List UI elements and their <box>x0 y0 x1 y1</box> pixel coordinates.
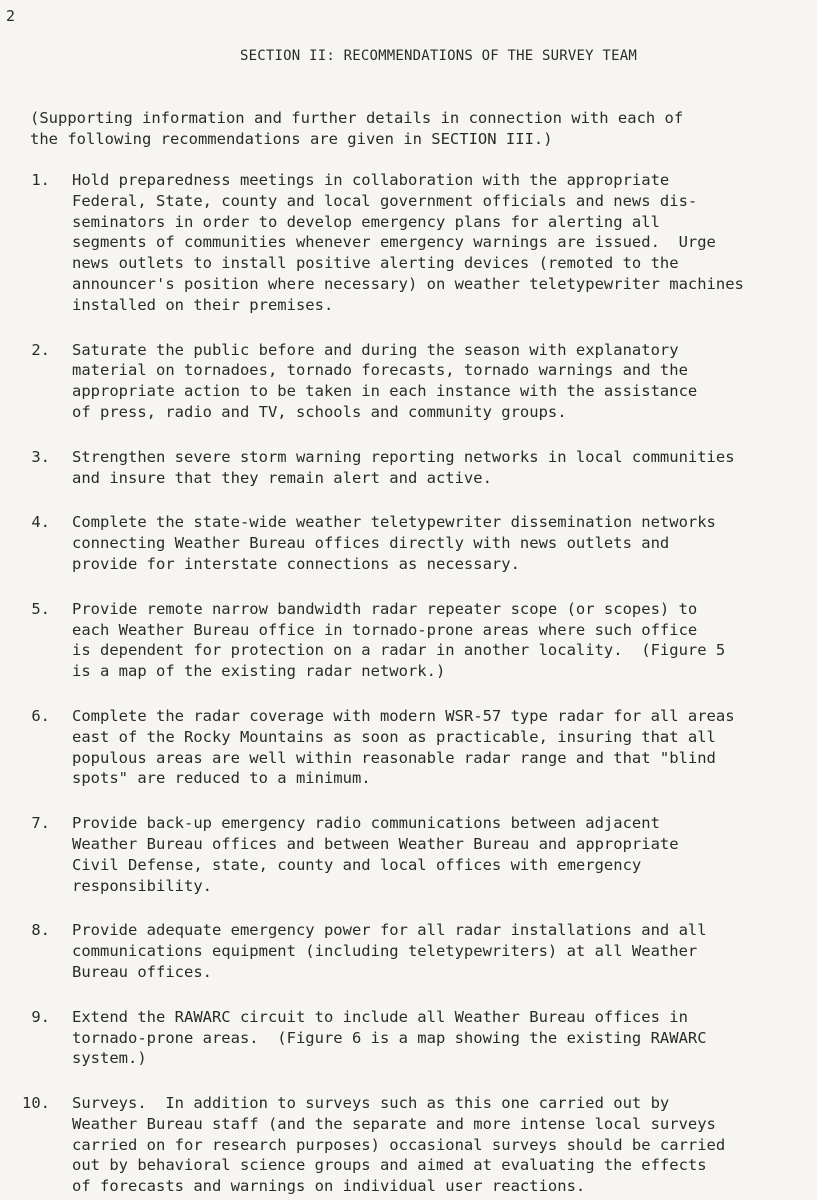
text-line: system.) <box>72 1049 147 1068</box>
text-line: provide for interstate connections as necessary. <box>72 554 520 573</box>
text-line: Weather Bureau staff (and the separate and more intense local surveys <box>72 1114 716 1133</box>
text-line: Provide back-up emergency radio communications between adjacent <box>72 814 660 833</box>
text-line: carried on for research purposes) occasional surveys should be carried <box>72 1135 726 1154</box>
page-number: 2 <box>6 7 16 25</box>
recommendation-item <box>0 447 817 489</box>
text-line: Complete the radar coverage with modern WSR-57 type radar for all areas <box>72 706 735 725</box>
text-line: and insure that they remain alert and active. <box>72 468 492 487</box>
text-line: material on tornadoes, tornado forecasts, tornado warnings and the <box>72 361 688 380</box>
recommendation-item <box>0 340 817 423</box>
text-line: east of the Rocky Mountains as soon as practicable, insuring that all <box>72 727 716 746</box>
recommendation-number: 9. <box>31 1007 50 1026</box>
intro-line: (Supporting information and further details in connection with each of <box>30 109 684 127</box>
recommendation-number: 2. <box>31 340 50 359</box>
text-line: Complete the state-wide weather teletypewriter dissemination networks <box>72 513 716 532</box>
recommendation-text <box>72 706 812 789</box>
recommendation-number: 5. <box>31 599 50 618</box>
text-line: spots" are reduced to a minimum. <box>72 769 371 788</box>
recommendation-number: 1. <box>31 171 50 189</box>
recommendation-text <box>72 813 812 896</box>
text-line: Extend the RAWARC circuit to include all Weather Bureau offices in <box>72 1007 688 1026</box>
text-line: announcer's position where necessary) on weather teletypewriter machines <box>72 274 744 293</box>
text-line: of forecasts and warnings on individual user reactions. <box>72 1177 586 1196</box>
text-line: Provide remote narrow bandwidth radar repeater scope (or scopes) to <box>72 599 698 618</box>
recommendation-item <box>0 920 817 982</box>
recommendation-text <box>72 170 812 316</box>
recommendation-text <box>72 340 812 423</box>
recommendation-number: 8. <box>31 921 50 940</box>
text-line: Provide adequate emergency power for all radar installations and all <box>72 921 707 940</box>
recommendation-item <box>0 512 817 574</box>
text-line: installed on their premises. <box>72 295 334 314</box>
recommendation-text <box>72 1093 812 1197</box>
recommendation-item <box>0 706 817 789</box>
text-line: Weather Bureau offices and between Weather Bureau and appropriate <box>72 834 679 853</box>
intro-line: the following recommendations are given in SECTION III.) <box>30 130 553 148</box>
recommendation-text <box>72 447 812 489</box>
recommendation-number: 6. <box>31 706 50 725</box>
text-line: Strengthen severe storm warning reporting networks in local communities <box>72 447 735 466</box>
recommendation-text <box>72 920 812 982</box>
recommendation-text <box>72 599 812 682</box>
text-line: seminators in order to develop emergency plans for alerting all <box>72 212 660 231</box>
recommendation-number: 10. <box>22 1094 50 1113</box>
text-line: Federal, State, county and local government officials and news dis- <box>72 191 698 210</box>
text-line: Saturate the public before and during the season with explanatory <box>72 340 679 359</box>
recommendation-item <box>0 599 817 682</box>
recommendations-list <box>0 170 817 1197</box>
text-line: out by behavioral science groups and aimed at evaluating the effects <box>72 1156 707 1175</box>
text-line: Civil Defense, state, county and local offices with emergency <box>72 855 642 874</box>
recommendation-number: 7. <box>31 814 50 833</box>
section-title: SECTION II: RECOMMENDATIONS OF THE SURVEY TEAM <box>240 48 637 64</box>
recommendation-text <box>72 1007 812 1069</box>
text-line: communications equipment (including teletypewriters) at all Weather <box>72 942 698 961</box>
text-line: of press, radio and TV, schools and community groups. <box>72 402 567 421</box>
text-line: appropriate action to be taken in each instance with the assistance <box>72 382 698 401</box>
text-line: Surveys. In addition to surveys such as this one carried out by <box>72 1094 670 1113</box>
recommendation-item <box>0 813 817 896</box>
text-line: is dependent for protection on a radar in another locality. (Figure 5 <box>72 641 726 660</box>
text-line: news outlets to install positive alerting devices (remoted to the <box>72 254 679 273</box>
text-line: is a map of the existing radar network.) <box>72 662 446 681</box>
recommendation-item <box>0 170 817 316</box>
text-line: connecting Weather Bureau offices directly with news outlets and <box>72 534 670 553</box>
text-line: Bureau offices. <box>72 962 212 981</box>
intro-paragraph <box>30 108 790 150</box>
recommendation-number: 4. <box>31 513 50 532</box>
recommendation-text <box>72 512 812 574</box>
text-line: each Weather Bureau office in tornado-prone areas where such office <box>72 620 698 639</box>
recommendation-item <box>0 1007 817 1069</box>
text-line: tornado-prone areas. (Figure 6 is a map showing the existing RAWARC <box>72 1028 707 1047</box>
text-line: Hold preparedness meetings in collaboration with the appropriate <box>72 171 670 189</box>
recommendation-item <box>0 1093 817 1197</box>
text-line: populous areas are well within reasonable radar range and that "blind <box>72 748 716 767</box>
recommendation-number: 3. <box>31 447 50 466</box>
text-line: segments of communities whenever emergency warnings are issued. Urge <box>72 233 716 252</box>
text-line: responsibility. <box>72 876 212 895</box>
